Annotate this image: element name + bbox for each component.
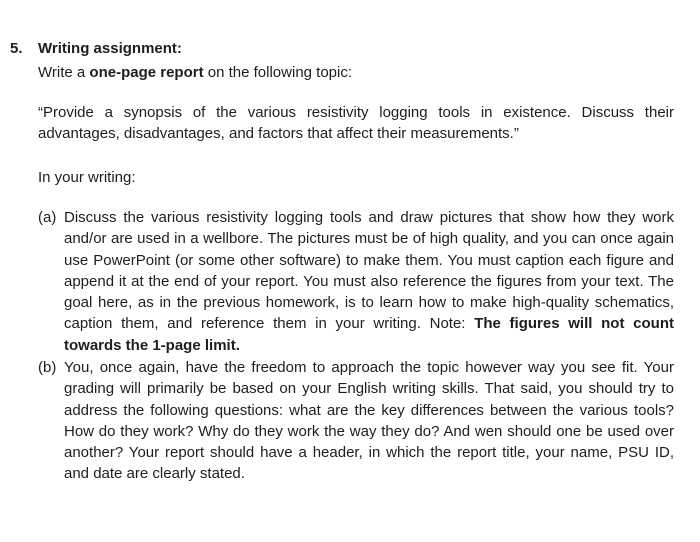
intro-prefix: Write a bbox=[38, 64, 90, 81]
intro-bold: one-page report bbox=[89, 64, 204, 81]
item-a-body: Discuss the various resistivity logging tools and draw pictures that show how they work and/or are used in a wellbore. The pictures must be of high quality, and you can once again use PowerPoint (or some other software) to make them. You must caption each figure and append it at the end of your report. You must also reference the figures from your text. The goal here, as in the previous homework, is to learn how to make high-quality schematics, caption them, and reference them in your writing. bbox=[64, 209, 674, 333]
intro-suffix: on the following topic: bbox=[203, 64, 353, 81]
question-number: 5. bbox=[10, 40, 23, 57]
intro-line bbox=[38, 63, 352, 83]
item-a-label: (a) bbox=[38, 209, 57, 226]
item-a-note-bold: The figures will not count towards the 1-page limit. bbox=[64, 315, 674, 354]
in-writing-label: In your writing: bbox=[38, 169, 136, 186]
item-b-text: You, once again, have the freedom to approach the topic however way you see fit. Your grading will primarily be based on your English writing skills. That said, you should try to address the following questions: what are the key differences between the various tools? How do they work? Why do they work the way they do? And wen should one be used over another? Your report should have a header, in which the report title, your name, PSU ID, and date are clearly stated. bbox=[64, 359, 674, 483]
item-a-text bbox=[64, 207, 674, 356]
item-b-label: (b) bbox=[38, 359, 57, 376]
question-title: Writing assignment: bbox=[38, 40, 182, 57]
item-a-note-prefix: Note: bbox=[429, 315, 475, 333]
topic-quote: “Provide a synopsis of the various resistivity logging tools in existence. Discuss their advantages, disadvantages, and factors that affect their measurements.” bbox=[38, 104, 674, 143]
